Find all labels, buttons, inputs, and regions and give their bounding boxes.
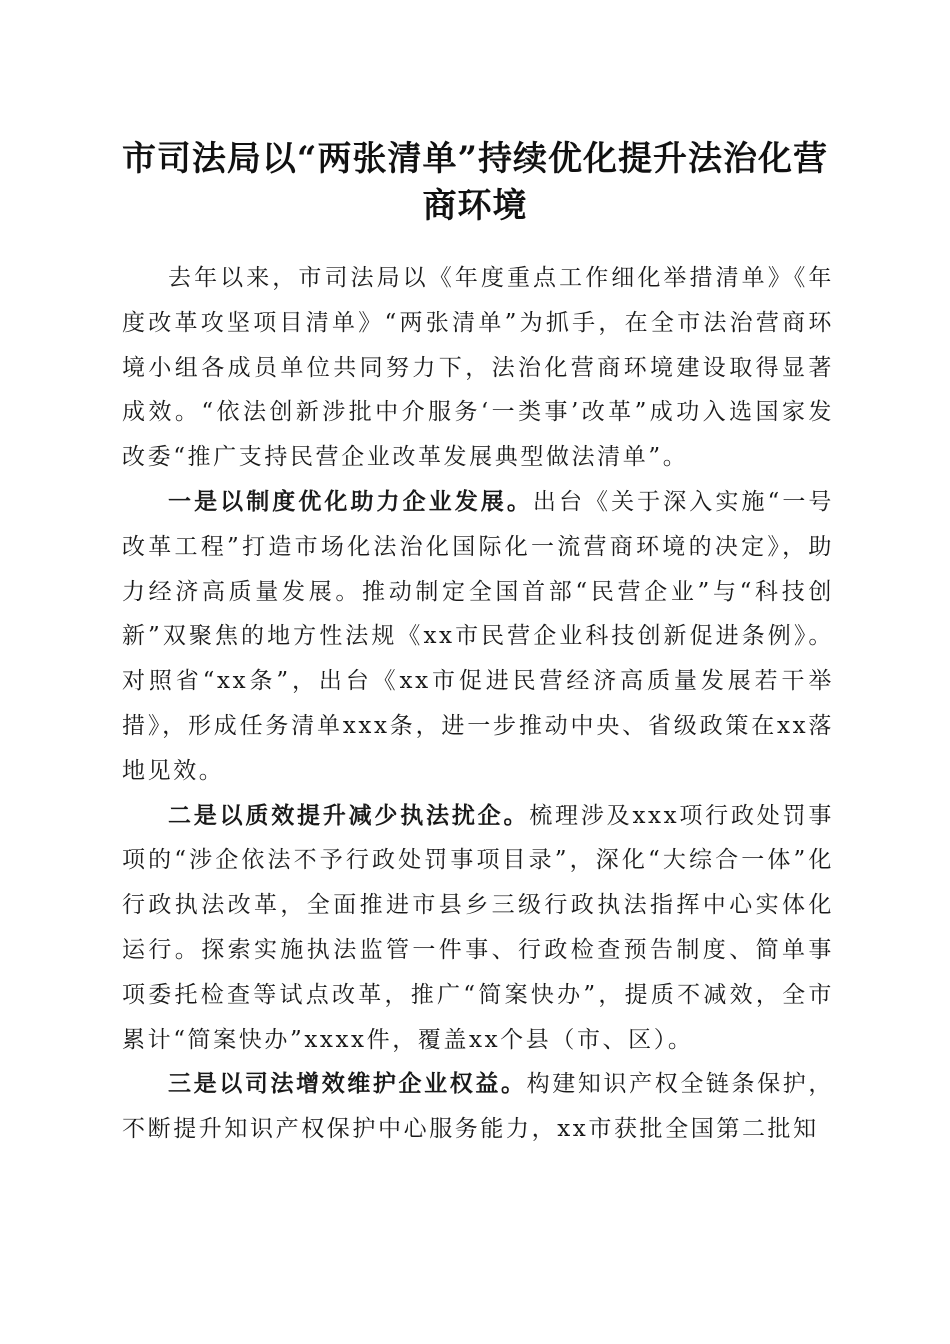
document-body (122, 256, 834, 1152)
paragraph-text: 去年以来，市司法局以《年度重点工作细化举措清单》《年度改革攻坚项目清单》“两张清单”为抓手，在全市法治营商环境小组各成员单位共同努力下，法治化营商环境建设取得显著成效。“依法创新涉批中介服务‘一类事’改革”成功入选国家发改委“推广支持民营企业改革发展典型做法清单”。 (122, 265, 834, 471)
paragraph-lead: 二是以质效提升减少执法扰企。 (168, 802, 530, 829)
paragraph-text: 梳理涉及xxx项行政处罚事项的“涉企依法不予行政处罚事项目录”，深化“大综合一体”化行政执法改革，全面推进市县乡三级行政执法指挥中心实体化运行。探索实施执法监管一件事、行政检查预告制度、简单事项委托检查等试点改革，推广“简案快办”，提质不减效，全市累计“简案快办”xxxx件，覆盖xx个县（市、区）。 (122, 802, 834, 1053)
paragraph-intro (122, 256, 834, 480)
paragraph-text: 出台《关于深入实施“一号改革工程”打造市场化法治化国际化一流营商环境的决定》，助力经济高质量发展。推动制定全国首部“民营企业”与“科技创新”双聚焦的地方性法规《xx市民营企业科技创新促进条例》。对照省“xx条”，出台《xx市促进民营经济高质量发展若干举措》，形成任务清单xxx条，进一步推动中央、省级政策在xx落地见效。 (122, 488, 834, 784)
paragraph-text: 构建知识产权全链条保护，不断提升知识产权保护中心服务能力，xx市获批全国第二批知 (122, 1071, 834, 1143)
document-title: 市司法局以“两张清单”持续优化提升法治化营商环境 (121, 139, 829, 226)
paragraph-point-three (122, 1062, 834, 1152)
paragraph-point-two (122, 794, 834, 1063)
paragraph-lead: 一是以制度优化助力企业发展。 (168, 488, 533, 515)
paragraph-lead: 三是以司法增效维护企业权益。 (168, 1071, 527, 1098)
paragraph-point-one (122, 480, 834, 794)
